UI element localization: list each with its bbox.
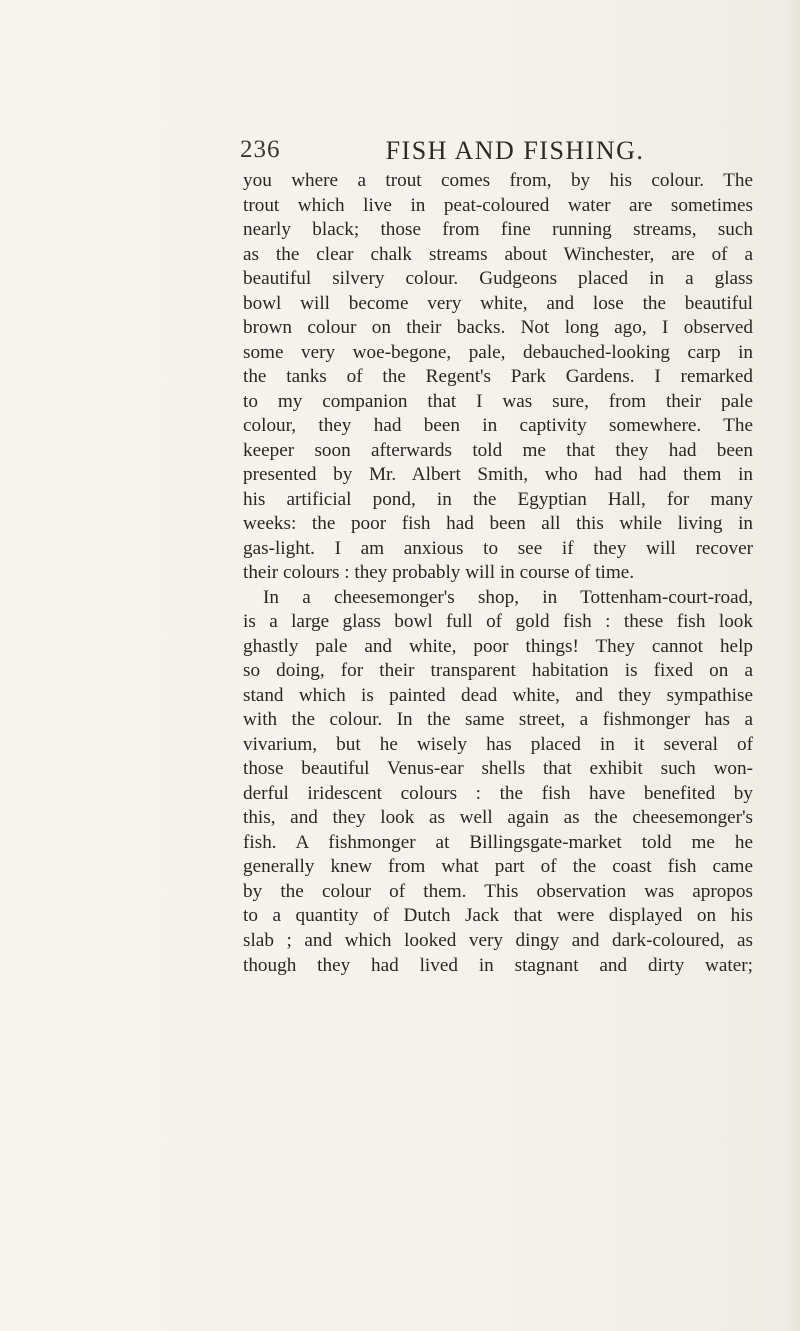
text-line: is a large glass bowl full of gold fish : these fish look [243, 611, 753, 633]
page-number: 236 [240, 136, 281, 163]
text-line: presented by Mr. Albert Smith, who had had them in [243, 464, 753, 486]
text-line: their colours : they probably will in course of time. [243, 562, 635, 584]
text-line: nearly black; those from fine running streams, such [243, 219, 753, 241]
text-line: with the colour. In the same street, a fishmonger has a [243, 709, 753, 731]
running-title: FISH AND FISHING. [385, 136, 645, 165]
text-line: colour, they had been in captivity somewhere. The [243, 415, 753, 437]
text-line: his artificial pond, in the Egyptian Hall, for many [243, 488, 753, 510]
text-line: this, and they look as well again as the cheesemonger's [243, 807, 753, 829]
text-line: fish. A fishmonger at Billingsgate-market told me he [243, 831, 753, 853]
text-line: weeks: the poor fish had been all this while living in [243, 513, 753, 535]
text-line: as the clear chalk streams about Winchester, are of a [243, 243, 753, 265]
text-line: to a quantity of Dutch Jack that were displayed on his [243, 905, 753, 927]
text-line: slab ; and which looked very dingy and dark-coloured, as [243, 929, 753, 951]
text-line: those beautiful Venus-ear shells that exhibit such won- [243, 758, 753, 780]
text-line: though they had lived in stagnant and dirty water; [243, 954, 753, 976]
text-line: derful iridescent colours : the fish have benefited by [243, 782, 753, 804]
text-line: gas-light. I am anxious to see if they will recover [243, 537, 753, 559]
text-line: by the colour of them. This observation was apropos [243, 880, 753, 902]
text-line: some very woe-begone, pale, debauched-looking carp in [243, 341, 753, 363]
text-line: beautiful silvery colour. Gudgeons placed in a glass [243, 268, 753, 290]
text-line: you where a trout comes from, by his colour. The [243, 170, 753, 191]
text-line: brown colour on their backs. Not long ago, I observed [243, 317, 753, 339]
text-line: generally knew from what part of the coast fish came [243, 856, 753, 878]
text-line: stand which is painted dead white, and they sympathise [243, 684, 753, 706]
text-line: bowl will become very white, and lose the beautiful [243, 292, 753, 314]
text-line: to my companion that I was sure, from their pale [243, 390, 753, 412]
text-line: so doing, for their transparent habitation is fixed on a [243, 660, 753, 682]
page-edge-shading [786, 0, 800, 1331]
text-line: trout which live in peat-coloured water are sometimes [243, 194, 753, 216]
body-text [243, 169, 753, 978]
text-line: the tanks of the Regent's Park Gardens. I remarked [243, 366, 753, 388]
page-header [240, 136, 750, 172]
text-line: keeper soon afterwards told me that they had been [243, 439, 753, 461]
text-line: vivarium, but he wisely has placed in it several of [243, 733, 753, 755]
text-line: In a cheesemonger's shop, in Tottenham-court-road, [263, 586, 753, 608]
text-line: ghastly pale and white, poor things! They cannot help [243, 635, 753, 657]
